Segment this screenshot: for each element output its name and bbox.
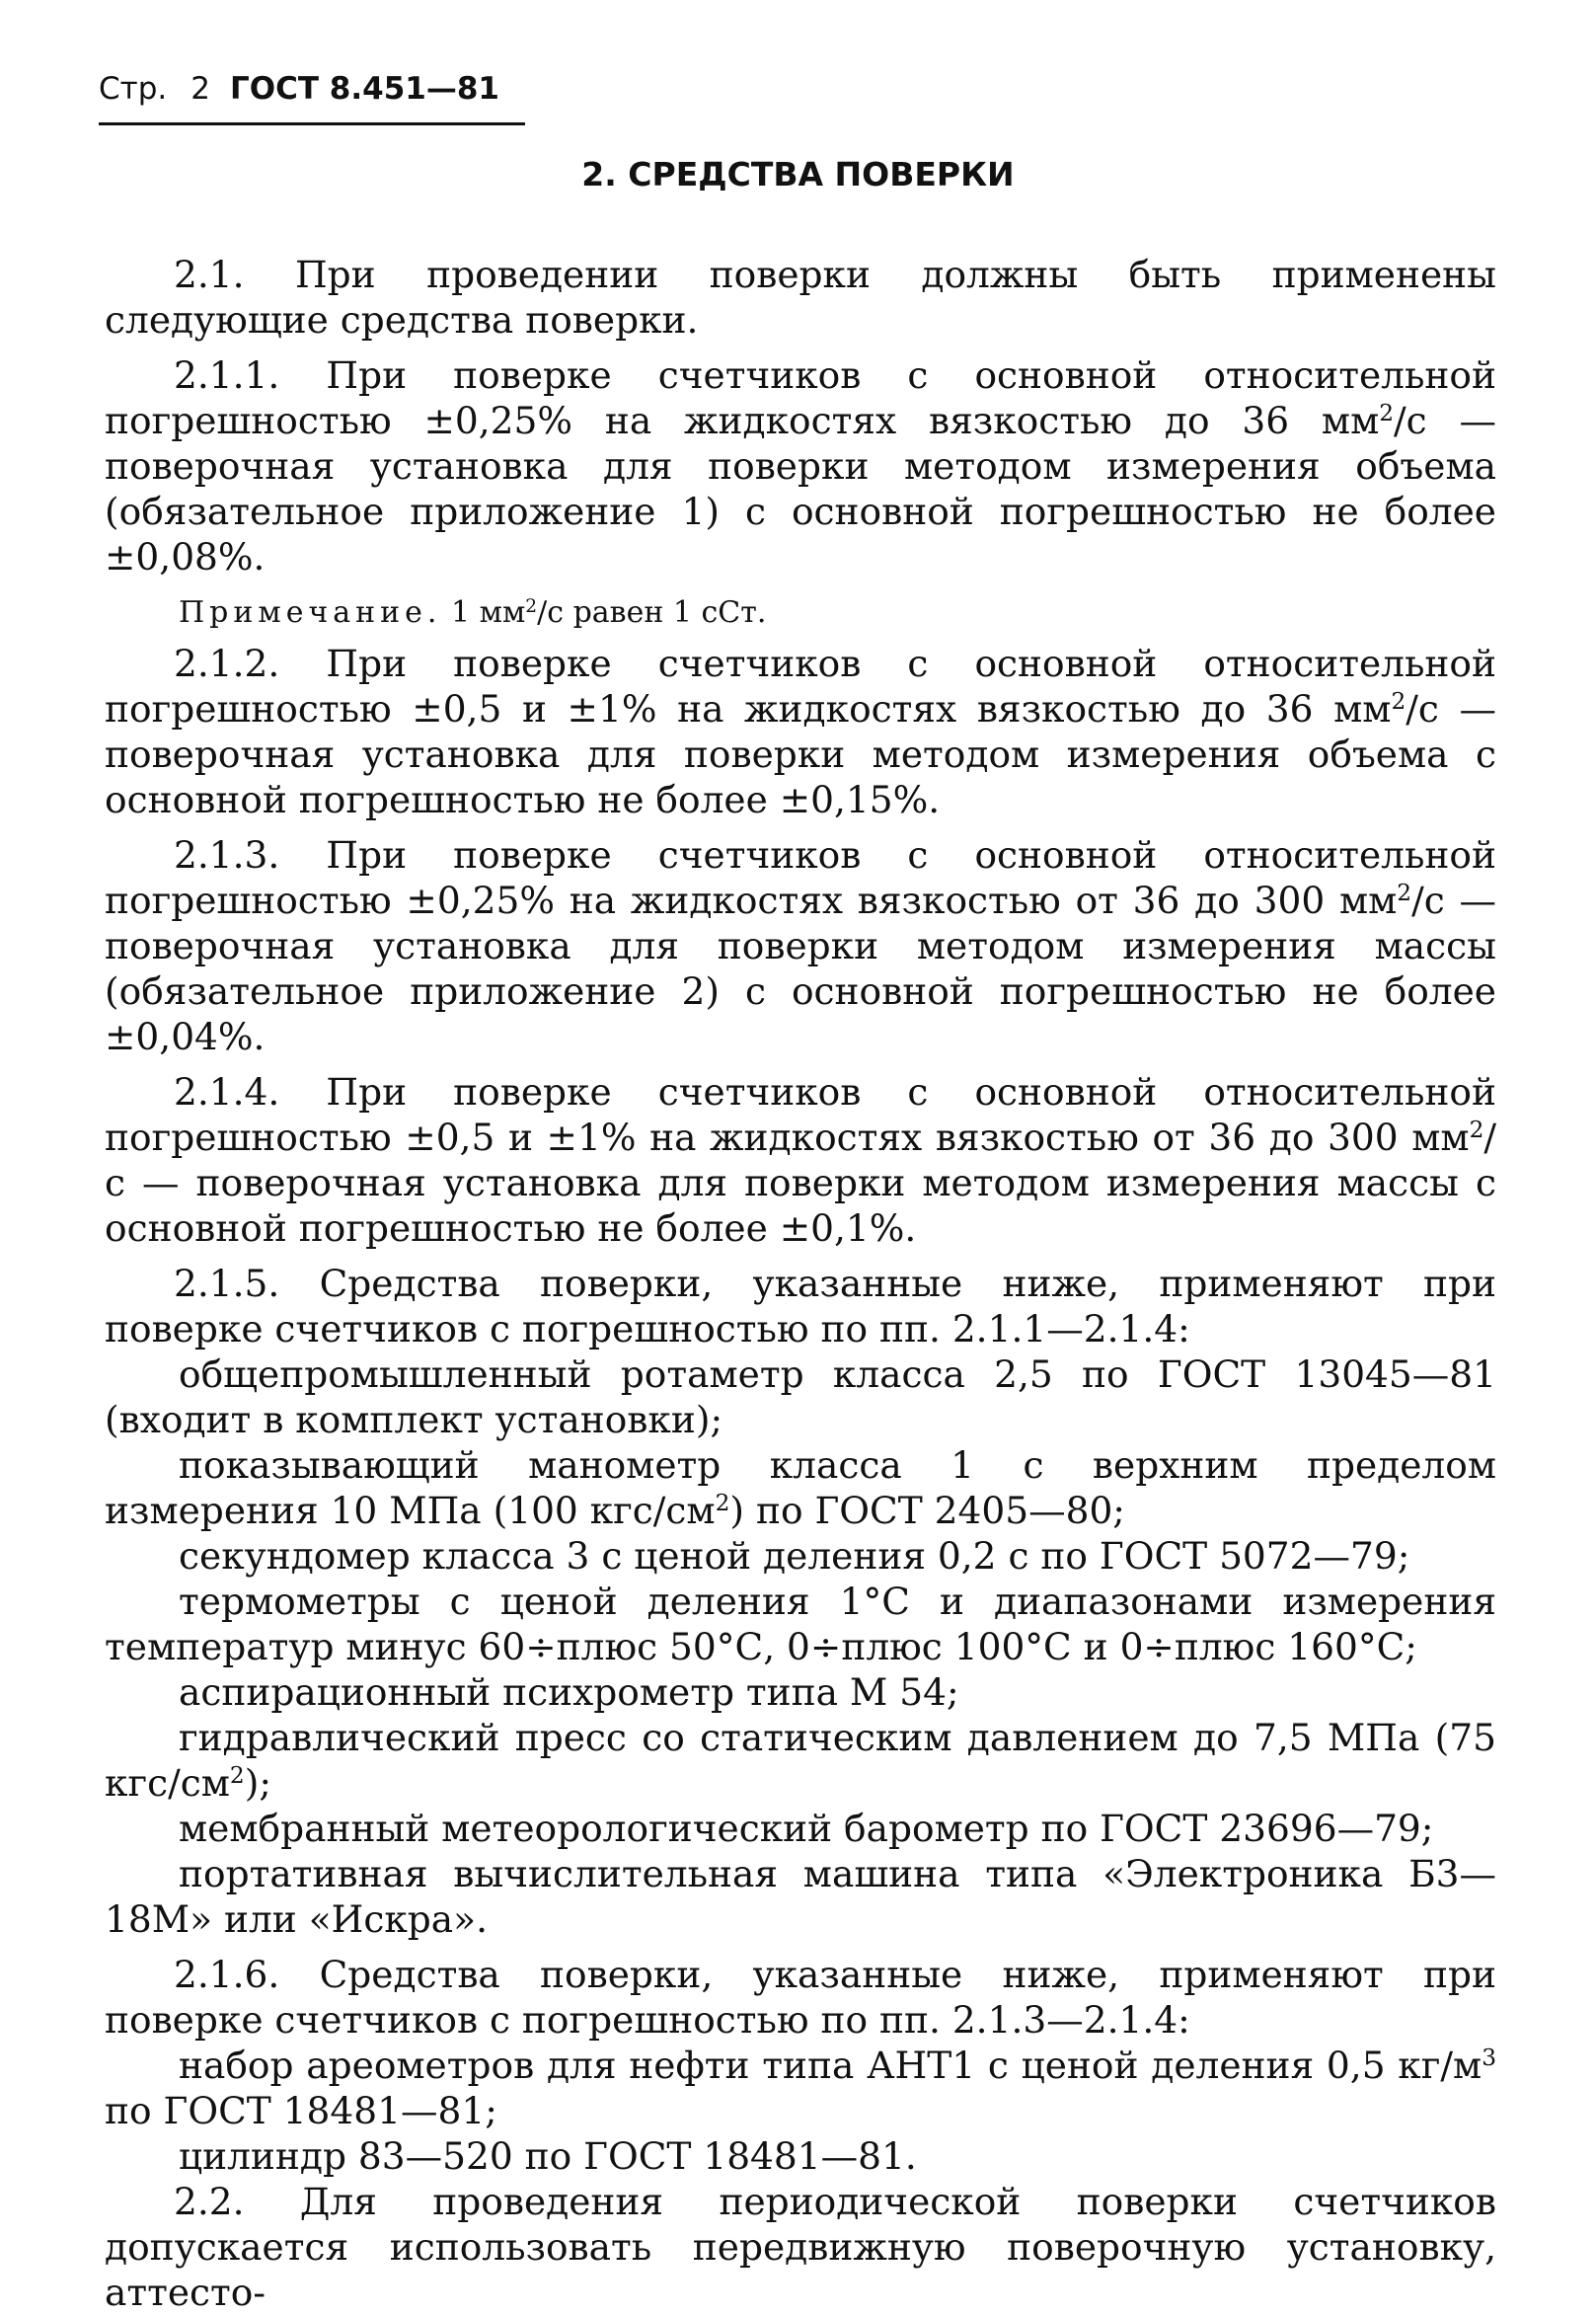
list-item-cylinder: цилиндр 83—520 по ГОСТ 18481—81. (179, 2134, 917, 2178)
list-item-psychrometer: аспирационный психрометр типа М 54; (179, 1670, 959, 1714)
list-item-stopwatch: секундомер класса 3 с ценой деления 0,2 с по ГОСТ 5072—79; (179, 1534, 1410, 1578)
paragraph-2-1-1: 2.1.1. При поверке счетчиков с основной относительной погрешностью ±0,25% на жидкостях вязкостью до 36 $мм^2/с$ — поверочная установка для поверки методом измерения объема (обязательное приложение 1) с основной погрешностью не более ±0,08%. (105, 353, 1497, 579)
paragraph-2-2: 2.2. Для проведения периодической поверки счетчиков допускается использовать передвижную поверочную установку, аттесто- (105, 2180, 1496, 2314)
list-item-rotameter: общепромышленный ротаметр класса 2,5 по ГОСТ 13045—81 (входит в комплект установки); (105, 1352, 1496, 1441)
note-label: Примечание. (179, 595, 442, 630)
document-body (105, 252, 1496, 2315)
page-number: 2 (190, 71, 210, 107)
note: Примечание. 1 $мм^2/с$ равен 1 сСт. (179, 595, 767, 630)
list-item-manometer: показывающий манометр класса 1 с верхним пределом измерения 10 МПа (100 кгс/$см^2$) по ГОСТ 2405—80; (105, 1443, 1496, 1532)
page-label: Стр. (99, 71, 168, 107)
paragraph-2-1: 2.1. При проведении поверки должны быть применены следующие средства поверки. (105, 253, 1496, 342)
header-rule (99, 122, 525, 125)
paragraph-2-1-2: 2.1.2. При поверке счетчиков с основной относительной погрешностью ±0,5 и ±1% на жидкостях вязкостью до 36 $мм^2/с$ — поверочная установка для поверки методом измерения объема с основной погрешностью не более ±0,15%. (105, 642, 1496, 821)
list-item-thermometers: термометры с ценой деления 1°С и диапазонами измерения температур минус 60÷плюс 50°С, 0÷плюс 100°С и 0÷плюс 160°С; (105, 1580, 1496, 1668)
paragraph-2-1-3: 2.1.3. При поверке счетчиков с основной относительной погрешностью ±0,25% на жидкостях вязкостью от 36 до 300 $мм^2/с$ — поверочная установка для поверки методом измерения массы (обязательное приложение 2) с основной погрешностью не более ±0,04%. (105, 833, 1496, 1058)
paragraph-2-1-4: 2.1.4. При поверке счетчиков с основной относительной погрешностью ±0,5 и ±1% на жидкостях вязкостью от 36 до 300 $мм^2/с$ — поверочная установка для поверки методом измерения массы с основной погрешностью не более ±0,1%. (105, 1070, 1496, 1250)
list-item-barometer: мембранный метеорологический барометр по ГОСТ 23696—79; (179, 1807, 1434, 1850)
list-item-calculator: портативная вычислительная машина типа «Электроника Б3—18М» или «Искра». (105, 1852, 1496, 1941)
list-item-areometers: набор ареометров для нефти типа АНТ1 с ценой деления 0,5 $кг/м^3$ по ГОСТ 18481—81; (105, 2044, 1496, 2132)
standard-code: ГОСТ 8.451—81 (229, 71, 499, 107)
page-header (99, 67, 525, 111)
paragraph-2-1-6: 2.1.6. Средства поверки, указанные ниже, применяют при поверке счетчиков с погрешностью по пп. 2.1.3—2.1.4: (105, 1953, 1496, 2042)
paragraph-2-1-5: 2.1.5. Средства поверки, указанные ниже, применяют при поверке счетчиков с погрешностью по пп. 2.1.1—2.1.4: (105, 1262, 1496, 1350)
section-title: 2. СРЕДСТВА ПОВЕРКИ (581, 155, 1015, 193)
list-item-press: гидравлический пресс со статическим давлением до 7,5 МПа (75 кгс/$см^2$); (105, 1716, 1496, 1805)
